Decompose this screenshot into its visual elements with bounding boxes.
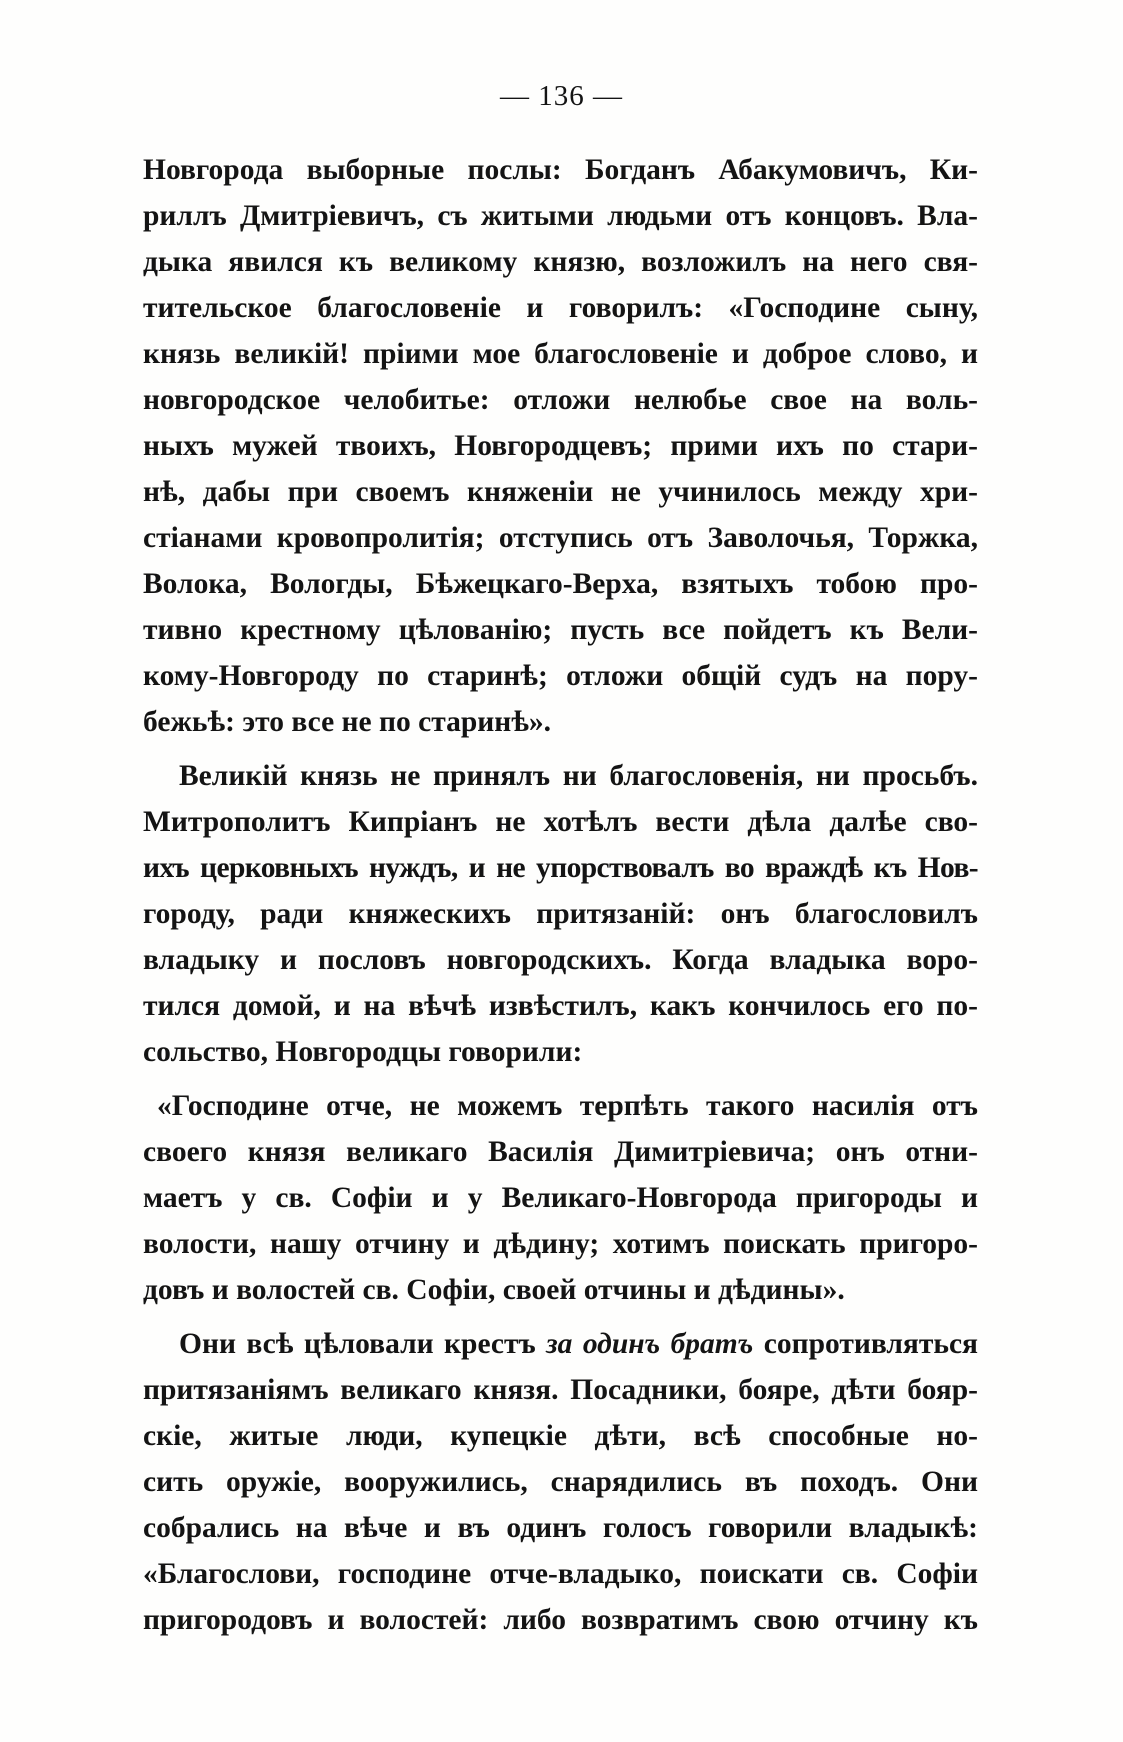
text-line: князь великій! пріими мое благословеніе и доброе слово, и bbox=[143, 338, 978, 370]
paragraph-2 bbox=[143, 753, 978, 1075]
text-line: притязаніямъ великаго князя. Посадники, бояре, дѣти бояр- bbox=[143, 1374, 978, 1406]
text-line: городу, ради княжескихъ притязаній: онъ благословилъ bbox=[143, 898, 978, 930]
text-line: Великій князь не принялъ ни благословенія, ни просьбъ. bbox=[179, 760, 978, 792]
page-number: — 136 — bbox=[500, 80, 623, 112]
text-run: сопротивляться bbox=[753, 1328, 979, 1360]
italic-phrase: за одинъ братъ bbox=[546, 1328, 754, 1360]
text-line: тительское благословеніе и говорилъ: «Господине сыну, bbox=[143, 292, 978, 324]
text-line: кому-Новгороду по старинѣ; отложи общій судъ на пору- bbox=[143, 660, 978, 692]
text-line: сить оружіе, вооружились, снарядились въ походъ. Они bbox=[143, 1466, 978, 1498]
text-line: пригородовъ и волостей: либо возвратимъ свою отчину къ bbox=[143, 1604, 978, 1636]
text-line: риллъ Дмитріевичъ, съ житыми людьми отъ концовъ. Вла- bbox=[143, 200, 978, 232]
text-line: бежьѣ: это все не по старинѣ». bbox=[143, 706, 552, 738]
text-line: тился домой, и на вѣчѣ извѣстилъ, какъ кончилось его по- bbox=[143, 990, 978, 1022]
text-line: ныхъ мужей твоихъ, Новгородцевъ; прими ихъ по стари- bbox=[143, 430, 978, 462]
text-line: сольство, Новгородцы говорили: bbox=[143, 1036, 583, 1068]
text-line: стіанами кровопролитія; отступись отъ Заволочья, Торжка, bbox=[143, 522, 978, 554]
text-line: дыка явился къ великому князю, возложилъ на него свя- bbox=[143, 246, 978, 278]
text-line: тивно крестному цѣлованію; пусть все пойдетъ къ Вели- bbox=[143, 614, 978, 646]
text-line: скіе, житые люди, купецкіе дѣти, всѣ способные но- bbox=[143, 1420, 978, 1452]
text-line: своего князя великаго Василія Димитріевича; онъ отни- bbox=[143, 1136, 978, 1168]
paragraph-1 bbox=[143, 147, 978, 745]
text-line: «Господине отче, не можемъ терпѣть такого насилія отъ bbox=[157, 1090, 978, 1122]
text-line-with-italic bbox=[143, 1321, 978, 1367]
text-line: волости, нашу отчину и дѣдину; хотимъ поискать пригоро- bbox=[143, 1228, 978, 1260]
text-line: ихъ церковныхъ нуждъ, и не упорствовалъ во враждѣ къ Нов- bbox=[143, 852, 978, 884]
text-line: собрались на вѣче и въ одинъ голосъ говорили владыкѣ: bbox=[143, 1512, 978, 1544]
text-line: Митрополитъ Кипріанъ не хотѣлъ вести дѣла далѣе сво- bbox=[143, 806, 978, 838]
text-line: нѣ, дабы при своемъ княженіи не учинилось между хри- bbox=[143, 476, 978, 508]
paragraph-4 bbox=[143, 1321, 978, 1643]
text-run: Они всѣ цѣловали крестъ bbox=[179, 1328, 547, 1360]
paragraph-3 bbox=[143, 1083, 978, 1313]
text-line: Новгорода выборные послы: Богданъ Абакумовичъ, Ки- bbox=[143, 154, 978, 186]
text-line: маетъ у св. Софіи и у Великаго-Новгорода пригороды и bbox=[143, 1182, 978, 1214]
body-text bbox=[143, 147, 978, 1643]
text-line: новгородское челобитье: отложи нелюбье свое на воль- bbox=[143, 384, 978, 416]
text-line: довъ и волостей св. Софіи, своей отчины и дѣдины». bbox=[143, 1274, 845, 1306]
text-line: владыку и пословъ новгородскихъ. Когда владыка воро- bbox=[143, 944, 978, 976]
text-line: «Благослови, господине отче-владыко, поискати св. Софіи bbox=[143, 1558, 978, 1590]
text-line: Волока, Вологды, Бѣжецкаго-Верха, взятыхъ тобою про- bbox=[143, 568, 978, 600]
